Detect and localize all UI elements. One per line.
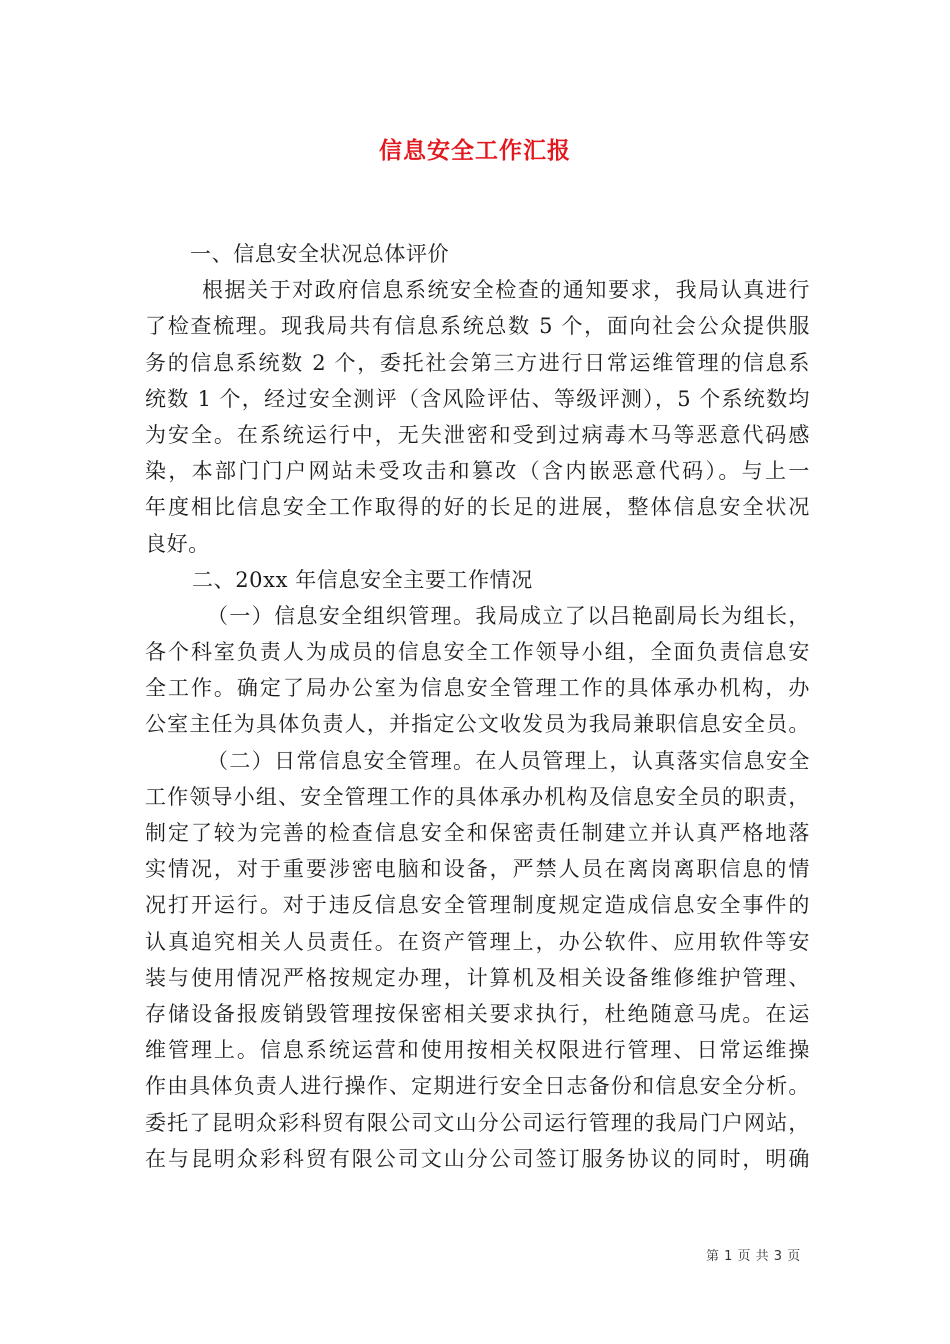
paragraph-line: 染，本部门门户网站未受攻击和篡改（含内嵌恶意代码）。与上一 [145, 459, 810, 484]
paragraph-line: 维管理上。信息系统运营和使用按相关权限进行管理、日常运维操 [145, 1038, 810, 1063]
subsection-1-line: （一）信息安全组织管理。我局成立了以吕艳副局长为组长， [207, 603, 810, 628]
paragraph-line: 根据关于对政府信息系统安全检查的通知要求，我局认真进行 [202, 278, 810, 303]
paragraph-line: 务的信息系统数 2 个，委托社会第三方进行日常运维管理的信息系 [145, 350, 810, 375]
document-title: 信息安全工作汇报 [379, 138, 571, 164]
paragraph-line: 工作领导小组、安全管理工作的具体承办机构及信息安全员的职责， [145, 784, 810, 809]
paragraph-line: 认真追究相关人员责任。在资产管理上，办公软件、应用软件等安 [145, 929, 810, 954]
paragraph-line: 良好。 [145, 531, 210, 556]
paragraph-line: 统数 1 个，经过安全测评（含风险评估、等级评测），5 个系统数均 [145, 386, 810, 411]
paragraph-line: 为安全。在系统运行中，无失泄密和受到过病毒木马等恶意代码感 [145, 422, 810, 447]
section-heading-2: 二、20xx 年信息安全主要工作情况 [192, 567, 533, 592]
paragraph-line: 公室主任为具体负责人，并指定公文收发员为我局兼职信息安全员。 [145, 712, 810, 737]
document-body [145, 236, 810, 1177]
paragraph-line: 作由具体负责人进行操作、定期进行安全日志备份和信息安全分析。 [145, 1074, 810, 1099]
paragraph-line: 在与昆明众彩科贸有限公司文山分公司签订服务协议的同时，明确 [145, 1146, 810, 1171]
paragraph-line: 了检查梳理。现我局共有信息系统总数 5 个，面向社会公众提供服 [145, 314, 810, 339]
paragraph-line: 各个科室负责人为成员的信息安全工作领导小组，全面负责信息安 [145, 640, 810, 665]
paragraph-line: 委托了昆明众彩科贸有限公司文山分公司运行管理的我局门户网站， [145, 1110, 810, 1135]
section-heading-1: 一、信息安全状况总体评价 [190, 242, 450, 266]
paragraph-line: 全工作。确定了局办公室为信息安全管理工作的具体承办机构，办 [145, 676, 810, 701]
paragraph-line: 实情况，对于重要涉密电脑和设备，严禁人员在离岗离职信息的情 [145, 857, 810, 882]
paragraph-line: 况打开运行。对于违反信息安全管理制度规定造成信息安全事件的 [145, 893, 810, 918]
page-number: 第 1 页 共 3 页 [706, 1249, 801, 1264]
paragraph-line: 存储设备报废销毁管理按保密相关要求执行，杜绝随意马虎。在运 [145, 1001, 810, 1026]
subsection-2-line: （二）日常信息安全管理。在人员管理上，认真落实信息安全 [207, 748, 810, 773]
paragraph-line: 装与使用情况严格按规定办理，计算机及相关设备维修维护管理、 [145, 965, 810, 990]
paragraph-line: 年度相比信息安全工作取得的好的长足的进展，整体信息安全状况 [145, 495, 810, 520]
paragraph-line: 制定了较为完善的检查信息安全和保密责任制建立并认真严格地落 [145, 821, 810, 845]
